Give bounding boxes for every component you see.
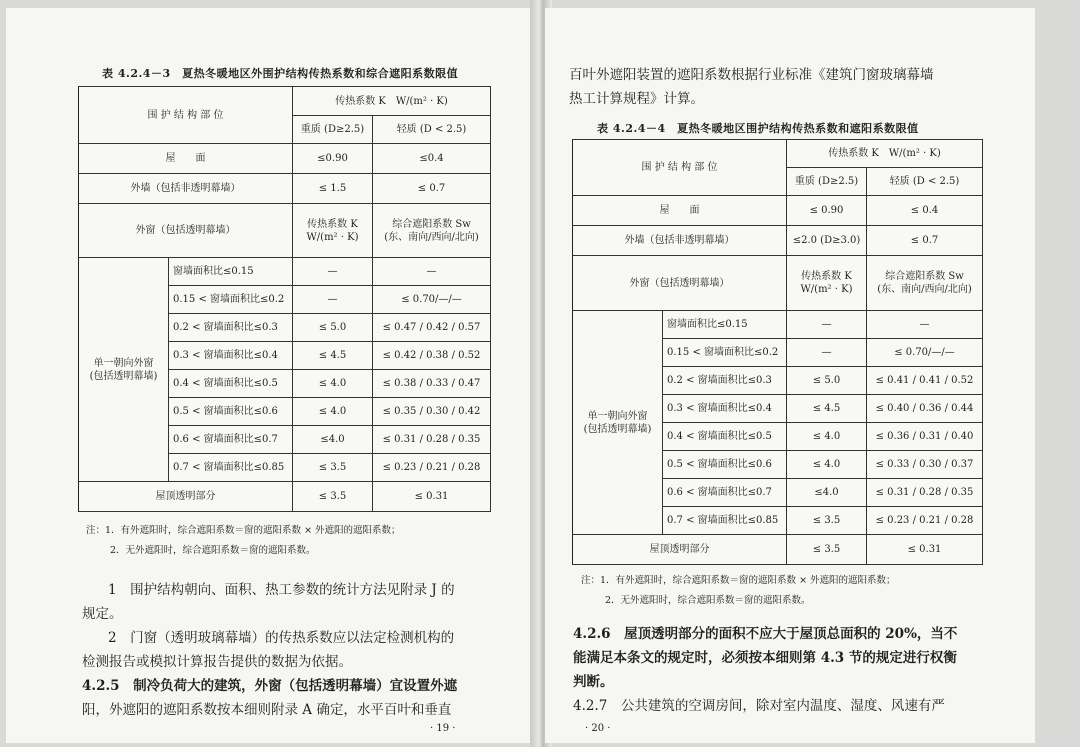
sw-cell: ≤ 0.70/—/— <box>373 286 491 314</box>
ratio-cell: 0.7 < 窗墙面积比≤0.85 <box>663 507 787 535</box>
roof-light-value: ≤0.4 <box>373 144 491 174</box>
table-row <box>573 535 983 565</box>
sw-cell: ≤ 0.31 / 0.28 / 0.35 <box>373 426 491 454</box>
ratio-cell: 0.2 < 窗墙面积比≤0.3 <box>663 367 787 395</box>
body-paragraph-line: 百叶外遮阳装置的遮阳系数根据行业标准《建筑门窗玻璃幕墙 <box>569 67 934 83</box>
k-cell: ≤ 4.5 <box>787 395 867 423</box>
ratio-cell: 0.15 < 窗墙面积比≤0.2 <box>169 286 293 314</box>
sw-cell: ≤ 0.41 / 0.41 / 0.52 <box>867 367 983 395</box>
skylight-sw-value: ≤ 0.31 <box>867 535 983 565</box>
window-k-line2: W/(m² · K) <box>800 284 853 295</box>
sw-cell: ≤ 0.23 / 0.21 / 0.28 <box>867 507 983 535</box>
group-label <box>573 311 663 535</box>
k-cell: — <box>787 339 867 367</box>
wall-label: 外墙（包括非透明幕墙） <box>79 174 293 204</box>
ratio-cell: 0.4 < 窗墙面积比≤0.5 <box>663 423 787 451</box>
body-paragraph-line: 热工计算规程》计算。 <box>569 91 704 107</box>
table-row <box>79 482 491 512</box>
window-k-line1: 传热系数 K <box>801 271 852 282</box>
k-cell: ≤ 4.0 <box>293 398 373 426</box>
header-heavy-cell: 重质 (D≥2.5) <box>787 168 867 196</box>
sw-cell: — <box>373 258 491 286</box>
body-paragraph-line: 规定。 <box>82 606 123 622</box>
table-row <box>573 256 983 311</box>
k-cell: ≤ 4.5 <box>293 342 373 370</box>
ratio-cell: 0.3 < 窗墙面积比≤0.4 <box>169 342 293 370</box>
table-notes <box>581 571 896 611</box>
window-sw-header <box>373 204 491 258</box>
window-sw-header <box>867 256 983 311</box>
group-line1: 单一朝向外窗 <box>93 357 154 369</box>
table-row <box>79 174 491 204</box>
sw-cell: ≤ 0.35 / 0.30 / 0.42 <box>373 398 491 426</box>
k-cell: ≤ 5.0 <box>787 367 867 395</box>
roof-heavy-value: ≤ 0.90 <box>787 196 867 226</box>
ratio-cell: 窗墙面积比≤0.15 <box>663 311 787 339</box>
ratio-cell: 0.2 < 窗墙面积比≤0.3 <box>169 314 293 342</box>
window-k-header <box>787 256 867 311</box>
wall-heavy-value: ≤ 1.5 <box>293 174 373 204</box>
skylight-sw-value: ≤ 0.31 <box>373 482 491 512</box>
note-2: 2．无外遮阳时，综合遮阳系数＝窗的遮阳系数。 <box>605 595 811 606</box>
body-paragraph-line: 2 门窗（透明玻璃幕墙）的传热系数应以法定检测机构的 <box>108 630 455 646</box>
note-1: 注：1．有外遮阳时，综合遮阳系数＝窗的遮阳系数 × 外遮阳的遮阳系数； <box>581 575 896 586</box>
k-cell: ≤4.0 <box>293 426 373 454</box>
window-sw-line1: 综合遮阳系数 Sw <box>392 218 471 230</box>
k-cell: ≤ 4.0 <box>787 451 867 479</box>
header-light-cell: 轻质 (D < 2.5) <box>373 116 491 144</box>
right-page <box>545 8 1035 743</box>
header-k-cell: 传热系数 K W/(m² · K) <box>787 140 983 168</box>
k-cell: — <box>293 286 373 314</box>
wall-label: 外墙（包括非透明幕墙） <box>573 226 787 256</box>
window-sw-line2: (东、南向/西向/北向) <box>384 231 479 243</box>
group-line2: (包括透明幕墙) <box>89 370 158 382</box>
body-paragraph-line: 1 围护结构朝向、面积、热工参数的统计方法见附录 J 的 <box>108 582 455 598</box>
ratio-cell: 0.15 < 窗墙面积比≤0.2 <box>663 339 787 367</box>
ratio-cell: 0.6 < 窗墙面积比≤0.7 <box>169 426 293 454</box>
sw-cell: ≤ 0.33 / 0.30 / 0.37 <box>867 451 983 479</box>
wall-heavy-value: ≤2.0 (D≥3.0) <box>787 226 867 256</box>
k-cell: — <box>293 258 373 286</box>
header-heavy-cell: 重质 (D≥2.5) <box>293 116 373 144</box>
clause-4-2-6-line: 判断。 <box>573 674 614 690</box>
clause-4-2-7-line: 4.2.7 公共建筑的空调房间，除对室内温度、湿度、风速有严 <box>573 698 945 714</box>
sw-cell: ≤ 0.31 / 0.28 / 0.35 <box>867 479 983 507</box>
table-row <box>573 226 983 256</box>
skylight-k-value: ≤ 3.5 <box>787 535 867 565</box>
header-light-cell: 轻质 (D < 2.5) <box>867 168 983 196</box>
body-paragraph-line: 阳，外遮阳的遮阳系数按本细则附录 A 确定，水平百叶和垂直 <box>82 702 452 718</box>
roof-label: 屋 面 <box>79 144 293 174</box>
table-row <box>79 204 491 258</box>
ratio-cell: 0.3 < 窗墙面积比≤0.4 <box>663 395 787 423</box>
sw-cell: ≤ 0.47 / 0.42 / 0.57 <box>373 314 491 342</box>
body-paragraph-line: 检测报告或模拟计算报告提供的数据为依据。 <box>82 654 352 670</box>
k-cell: ≤ 5.0 <box>293 314 373 342</box>
page-number: · 20 · <box>585 723 611 734</box>
ratio-cell: 0.6 < 窗墙面积比≤0.7 <box>663 479 787 507</box>
wall-light-value: ≤ 0.7 <box>867 226 983 256</box>
group-line2: (包括透明幕墙) <box>583 423 652 435</box>
ratio-cell: 0.4 < 窗墙面积比≤0.5 <box>169 370 293 398</box>
note-2: 2．无外遮阳时，综合遮阳系数＝窗的遮阳系数。 <box>110 545 316 556</box>
sw-cell: ≤ 0.36 / 0.31 / 0.40 <box>867 423 983 451</box>
table-row <box>79 87 491 116</box>
group-label <box>79 258 169 482</box>
roof-heavy-value: ≤0.90 <box>293 144 373 174</box>
header-part-cell: 围 护 结 构 部 位 <box>573 140 787 196</box>
window-sw-line1: 综合遮阳系数 Sw <box>885 271 964 282</box>
table-title: 表 4.2.4－4 夏热冬暖地区围护结构传热系数和遮阳系数限值 <box>597 122 919 135</box>
window-label: 外窗（包括透明幕墙） <box>79 204 293 258</box>
sw-cell: — <box>867 311 983 339</box>
k-cell: ≤ 3.5 <box>293 454 373 482</box>
window-k-line2: W/(m² · K) <box>306 231 359 243</box>
roof-label: 屋 面 <box>573 196 787 226</box>
sw-cell: ≤ 0.38 / 0.33 / 0.47 <box>373 370 491 398</box>
group-line1: 单一朝向外窗 <box>587 410 648 422</box>
table-row <box>573 311 983 339</box>
note-1: 注：1．有外遮阳时，综合遮阳系数＝窗的遮阳系数 × 外遮阳的遮阳系数； <box>86 525 401 536</box>
k-cell: — <box>787 311 867 339</box>
k-cell: ≤ 4.0 <box>293 370 373 398</box>
table-row <box>573 196 983 226</box>
k-cell: ≤ 4.0 <box>787 423 867 451</box>
limits-table <box>572 139 983 565</box>
roof-light-value: ≤ 0.4 <box>867 196 983 226</box>
ratio-cell: 0.5 < 窗墙面积比≤0.6 <box>663 451 787 479</box>
sw-cell: ≤ 0.40 / 0.36 / 0.44 <box>867 395 983 423</box>
ratio-cell: 窗墙面积比≤0.15 <box>169 258 293 286</box>
table-row <box>573 140 983 168</box>
clause-4-2-6-line: 能满足本条文的规定时，必须按本细则第 4.3 节的规定进行权衡 <box>573 650 957 666</box>
window-k-header <box>293 204 373 258</box>
window-sw-line2: (东、南向/西向/北向) <box>877 284 972 295</box>
sw-cell: ≤ 0.23 / 0.21 / 0.28 <box>373 454 491 482</box>
skylight-label: 屋顶透明部分 <box>573 535 787 565</box>
table-notes <box>86 521 401 561</box>
page-number: · 19 · <box>430 723 456 734</box>
sw-cell: ≤ 0.70/—/— <box>867 339 983 367</box>
skylight-k-value: ≤ 3.5 <box>293 482 373 512</box>
header-k-cell: 传热系数 K W/(m² · K) <box>293 87 491 116</box>
limits-table <box>78 86 491 512</box>
window-label: 外窗（包括透明幕墙） <box>573 256 787 311</box>
k-cell: ≤ 3.5 <box>787 507 867 535</box>
clause-4-2-5-line: 4.2.5 制冷负荷大的建筑，外窗（包括透明幕墙）宜设置外遮 <box>82 678 458 694</box>
table-row <box>79 258 491 286</box>
clause-4-2-6-line: 4.2.6 屋顶透明部分的面积不应大于屋顶总面积的 20%，当不 <box>573 626 958 642</box>
table-row <box>79 144 491 174</box>
table-title: 表 4.2.4－3 夏热冬暖地区外围护结构传热系数和综合遮阳系数限值 <box>102 67 459 80</box>
window-k-line1: 传热系数 K <box>307 218 358 230</box>
left-page <box>6 8 536 743</box>
header-part-cell: 围 护 结 构 部 位 <box>79 87 293 144</box>
ratio-cell: 0.5 < 窗墙面积比≤0.6 <box>169 398 293 426</box>
skylight-label: 屋顶透明部分 <box>79 482 293 512</box>
ratio-cell: 0.7 < 窗墙面积比≤0.85 <box>169 454 293 482</box>
sw-cell: ≤ 0.42 / 0.38 / 0.52 <box>373 342 491 370</box>
wall-light-value: ≤ 0.7 <box>373 174 491 204</box>
k-cell: ≤4.0 <box>787 479 867 507</box>
